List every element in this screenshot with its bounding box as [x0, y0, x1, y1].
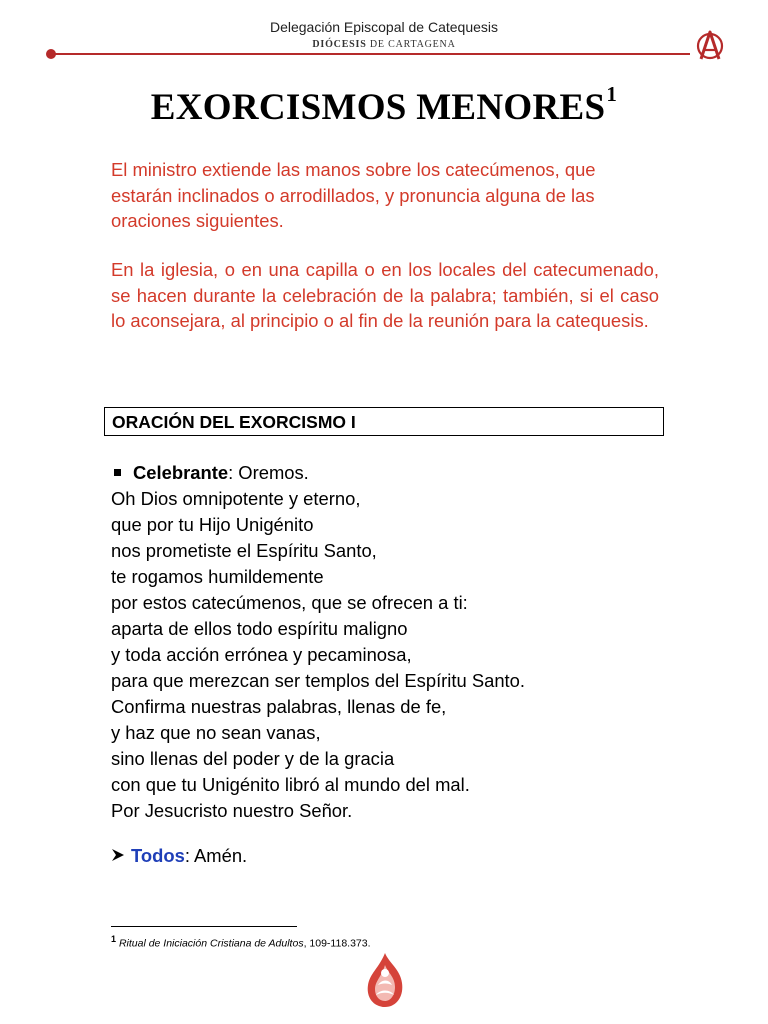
header-subtitle-city: DE CARTAGENA — [366, 39, 456, 50]
prayer-line: te rogamos humildemente — [111, 566, 324, 587]
catechesis-flame-logo-icon — [362, 951, 408, 1009]
section-heading: ORACIÓN DEL EXORCISMO I — [112, 412, 356, 432]
prayer-line: y toda acción errónea y pecaminosa, — [111, 644, 412, 665]
diocesan-a-logo-icon — [693, 28, 727, 62]
prayer-line: Por Jesucristo nuestro Señor. — [111, 800, 353, 821]
footnote-source: Ritual de Iniciación Cristiana de Adultos — [118, 937, 304, 950]
page-title — [0, 82, 768, 129]
prayer-line: por estos catecúmenos, que se ofrecen a ti: — [111, 592, 468, 613]
page-title-text: EXORCISMOS MENORES — [150, 87, 606, 128]
title-footnote-mark: 1 — [606, 82, 618, 106]
footnote-reference: , 109-118.373. — [303, 937, 371, 950]
section-heading-box — [104, 407, 664, 436]
celebrant-label: Celebrante — [133, 462, 229, 483]
prayer-line: para que merezcan ser templos del Espíritu Santo. — [111, 670, 526, 691]
prayer-line: que por tu Hijo Unigénito — [111, 514, 314, 535]
prayer-line: Confirma nuestras palabras, llenas de fe, — [111, 696, 447, 717]
footnote-separator — [111, 926, 297, 927]
header-title: Delegación Episcopal de Catequesis — [269, 19, 499, 35]
rubric-paragraph-1: El ministro extiende las manos sobre los catecúmenos, que estarán inclinados o arrodillados, y pronuncia alguna de las oraciones siguientes. — [111, 159, 596, 231]
prayer-line: nos prometiste el Espíritu Santo, — [111, 540, 377, 561]
prayer-first-words: : Oremos. — [228, 462, 309, 483]
rubric-paragraph-2: En la iglesia, o en una capilla o en los locales del catecumenado, se hacen durante la celebración de la palabra; también, si el caso lo aconsejara, al principio o al fin de la reunión para la catequesis. — [111, 259, 659, 331]
response-line — [111, 845, 247, 867]
prayer-line: con que tu Unigénito libró al mundo del mal. — [111, 774, 470, 795]
header-rule — [52, 53, 690, 55]
header-subtitle-diocesis: DIÓCESIS — [312, 39, 367, 50]
arrow-bullet-icon — [111, 848, 125, 862]
prayer-line: sino llenas del poder y de la gracia — [111, 748, 395, 769]
prayer-text — [111, 460, 671, 824]
prayer-opening-line — [111, 460, 671, 486]
square-bullet-icon — [114, 469, 121, 476]
footnote-mark: 1 — [111, 934, 117, 944]
header-subtitle — [0, 39, 768, 50]
footnote — [111, 934, 371, 950]
prayer-line: y haz que no sean vanas, — [111, 722, 321, 743]
todos-label: Todos — [131, 845, 185, 866]
prayer-line: Oh Dios omnipotente y eterno, — [111, 488, 361, 509]
prayer-line: aparta de ellos todo espíritu maligno — [111, 618, 408, 639]
response-text: : Amén. — [184, 845, 248, 866]
